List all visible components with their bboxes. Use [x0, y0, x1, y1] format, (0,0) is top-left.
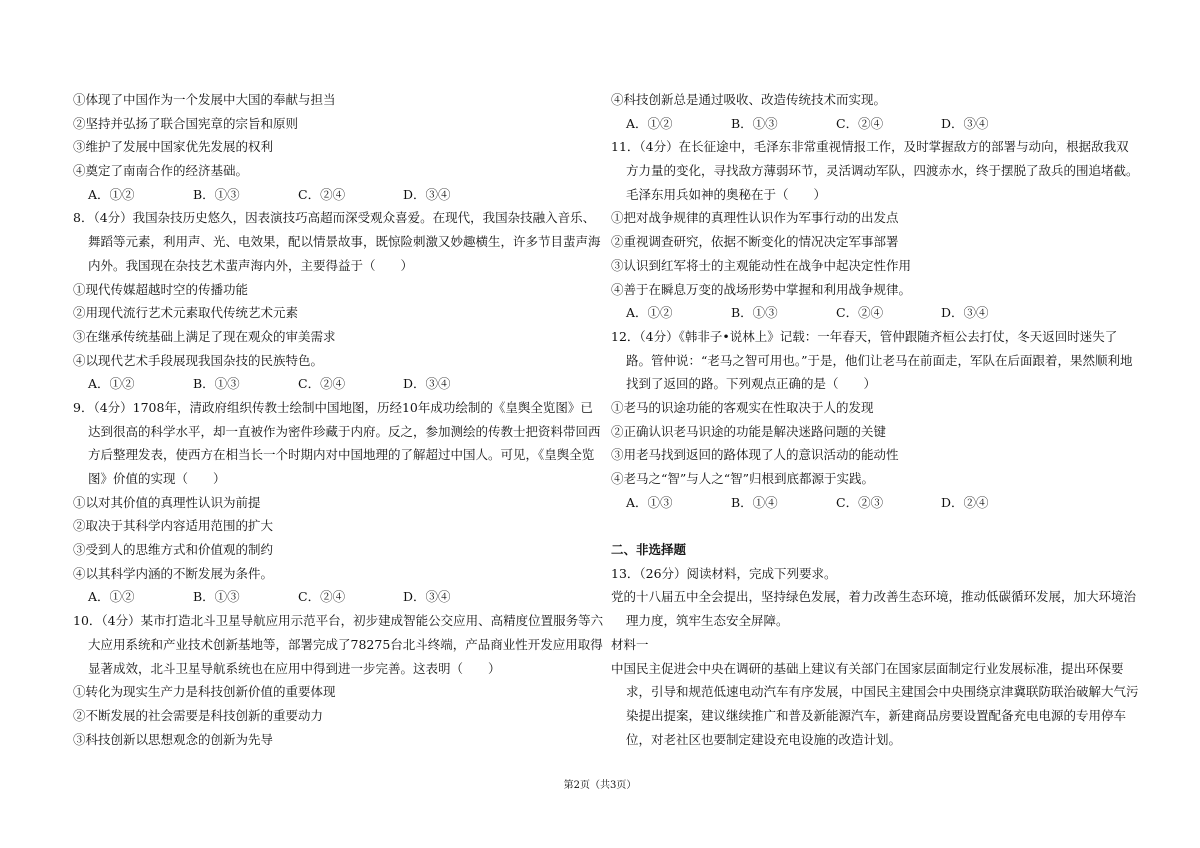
q12-item-4: ④老马之“智”与人之“智”归根到底都源于实践。: [611, 471, 875, 486]
q8-option-a: A．①②: [88, 376, 135, 392]
q9-option-b: B．①③: [193, 589, 240, 605]
q9-item-3: ③受到人的思维方式和价值观的制约: [73, 542, 274, 558]
q10-option-b: B．①③: [731, 115, 778, 131]
material-line-1: 中国民主促进会中央在调研的基础上建议有关部门在国家层面制定行业发展标准，提出环保要: [611, 660, 1124, 676]
section-heading: 二、非选择题: [611, 542, 687, 558]
q10-option-d: D．③④: [941, 115, 989, 131]
q8-stem-line-1: 8．（4分）我国杂技历史悠久，因表演技巧高超而深受观众喜爱。在现代，我国杂技融入音乐、: [73, 210, 596, 226]
q12-stem-line-1: 12．（4分）《韩非子•说林上》记载：一年春天，管仲跟随齐桓公去打仗，冬天返回时迷失了: [611, 328, 1118, 344]
q11-stem-line-2: 方力量的变化，寻找敌方薄弱环节，灵活调动军队，四渡赤水，终于摆脱了敌兵的围追堵截。: [626, 163, 1139, 179]
q11-item-4: ④善于在瞬息万变的战场形势中掌握和利用战争规律。: [611, 281, 912, 297]
q12-item-1: ①老马的识途功能的客观实在性取决于人的发现: [611, 399, 874, 415]
q10-stem-line-1: 10．（4分）某市打造北斗卫星导航应用示范平台，初步建成智能公交应用、高精度位置服务等六: [73, 613, 604, 629]
q12-options: [611, 491, 1151, 515]
q11-options: [611, 301, 1151, 325]
q11-option-b: B．①③: [731, 305, 778, 321]
q8-item-3: ③在继承传统基础上满足了现在观众的审美需求: [73, 328, 336, 344]
q9-stem-line-3: 方后整理发表，使西方在相当长一个时期内对中国地理的了解超过中国人。可见，《皇舆全览: [88, 447, 595, 463]
q9-item-4: ④以其科学内涵的不断发展为条件。: [73, 565, 274, 581]
q10-stem-line-2: 大应用系统和产业技术创新基地等，部署完成了78275台北斗终端，产品商业性开发应用取得: [88, 636, 603, 652]
q8-option-c: C．②④: [298, 376, 346, 392]
q12-stem-line-2: 路。管仲说：“老马之智可用也。”于是，他们让老马在前面走，军队在后面跟着，果然顺利地: [626, 352, 1133, 368]
q10-item-4: ④科技创新总是通过吸收、改造传统技术而实现。: [611, 92, 887, 107]
q12-item-3: ③用老马找到返回的路体现了人的意识活动的能动性: [611, 447, 899, 463]
q11-option-a: A．①②: [626, 305, 673, 321]
q9-options: [73, 585, 613, 609]
material-line-2: 求，引导和规范低速电动汽车有序发展，中国民主建国会中央围绕京津冀联防联治破解大气污: [626, 684, 1139, 700]
q11-stem-line-3: 毛泽东用兵如神的奥秘在于（ ）: [626, 186, 827, 202]
q7-item-4: ④奠定了南南合作的经济基础。: [73, 163, 249, 179]
q13-stem: 13．（26分）阅读材料，完成下列要求。: [611, 565, 837, 581]
q10-option-a: A．①②: [626, 115, 673, 131]
q10-item-3: ③科技创新以思想观念的创新为先导: [73, 731, 274, 747]
q9-stem-line-2: 达到很高的科学水平，却一直被作为密件珍藏于内府。反之，参加测绘的传教士把资料带回西: [88, 423, 601, 439]
q12-item-2: ②正确认识老马识途的功能是解决迷路问题的关键: [611, 423, 887, 439]
section-spacer: [611, 514, 1151, 538]
q8-option-d: D．③④: [403, 376, 451, 392]
q12-option-b: B．①④: [731, 494, 778, 510]
right-column: [611, 88, 1151, 751]
q8-item-4: ④以现代艺术手段展现我国杂技的民族特色。: [73, 352, 324, 368]
q8-item-1: ①现代传媒超越时空的传播功能: [73, 281, 249, 297]
q9-item-1: ①以对其价值的真理性认识为前提: [73, 494, 261, 510]
q10-stem-line-3: 显著成效，北斗卫星导航系统也在应用中得到进一步完善。这表明（ ）: [88, 660, 501, 676]
q12-option-d: D．②④: [941, 494, 989, 510]
q8-option-b: B．①③: [193, 376, 240, 392]
q11-item-1: ①把对战争规律的真理性认识作为军事行动的出发点: [611, 210, 899, 226]
q12-option-c: C．②③: [836, 494, 884, 510]
q10-options: [611, 112, 1151, 136]
q12-stem-line-3: 找到了返回的路。下列观点正确的是（ ）: [626, 376, 877, 392]
q7-options: [73, 183, 613, 207]
material-line-3: 染提出提案，建议继续推广和普及新能源汽车，新建商品房要设置配备充电电源的专用停车: [626, 707, 1127, 723]
q12-option-a: A．①③: [626, 494, 673, 510]
q9-stem-line-1: 9．（4分）1708年，清政府组织传教士绘制中国地图，历经10年成功绘制的《皇舆全览图》已: [73, 399, 593, 415]
q13-intro-line-2: 理力度，筑牢生态安全屏障。: [626, 613, 789, 629]
left-column: [73, 88, 613, 751]
q9-option-d: D．③④: [403, 589, 451, 605]
q7-option-a: A．①②: [88, 186, 135, 202]
q11-option-d: D．③④: [941, 305, 989, 321]
q7-option-c: C．②④: [298, 186, 346, 202]
material-line-4: 位，对老社区也要制定建设充电设施的改造计划。: [626, 731, 902, 747]
q8-stem-line-2: 舞蹈等元素，利用声、光、电效果，配以情景故事，既惊险刺激又妙趣横生，许多节目蜚声海: [88, 234, 601, 250]
q11-option-c: C．②④: [836, 305, 884, 321]
q8-stem-line-3: 内外。我国现在杂技艺术蜚声海内外，主要得益于（ ）: [88, 257, 414, 273]
q11-stem-line-1: 11．（4分）在长征途中，毛泽东非常重视情报工作，及时掌握敌方的部署与动向，根据敌我双: [611, 139, 1129, 155]
q10-item-1: ①转化为现实生产力是科技创新价值的重要体现: [73, 684, 336, 700]
q11-item-3: ③认识到红军将士的主观能动性在战争中起决定性作用: [611, 257, 912, 273]
q9-option-a: A．①②: [88, 589, 135, 605]
q9-stem-line-4: 图》价值的实现（ ）: [88, 471, 226, 486]
q11-item-2: ②重视调查研究，依据不断变化的情况决定军事部署: [611, 234, 899, 250]
q7-item-3: ③维护了发展中国家优先发展的权利: [73, 139, 274, 155]
q7-option-d: D．③④: [403, 186, 451, 202]
q7-item-1: ①体现了中国作为一个发展中大国的奉献与担当: [73, 92, 336, 107]
page-footer: 第2页（共3页）: [563, 780, 637, 791]
q13-intro-line-1: 党的十八届五中全会提出，坚持绿色发展，着力改善生态环境，推动低碳循环发展，加大环境治: [611, 589, 1137, 605]
q10-item-2: ②不断发展的社会需要是科技创新的重要动力: [73, 707, 324, 723]
q9-item-2: ②取决于其科学内容适用范围的扩大: [73, 518, 274, 534]
q8-options: [73, 372, 613, 396]
material-label: 材料一: [611, 636, 649, 652]
q10-option-c: C．②④: [836, 115, 884, 131]
q7-item-2: ②坚持并弘扬了联合国宪章的宗旨和原则: [73, 115, 299, 131]
q9-option-c: C．②④: [298, 589, 346, 605]
q7-option-b: B．①③: [193, 186, 240, 202]
q8-item-2: ②用现代流行艺术元素取代传统艺术元素: [73, 305, 299, 321]
